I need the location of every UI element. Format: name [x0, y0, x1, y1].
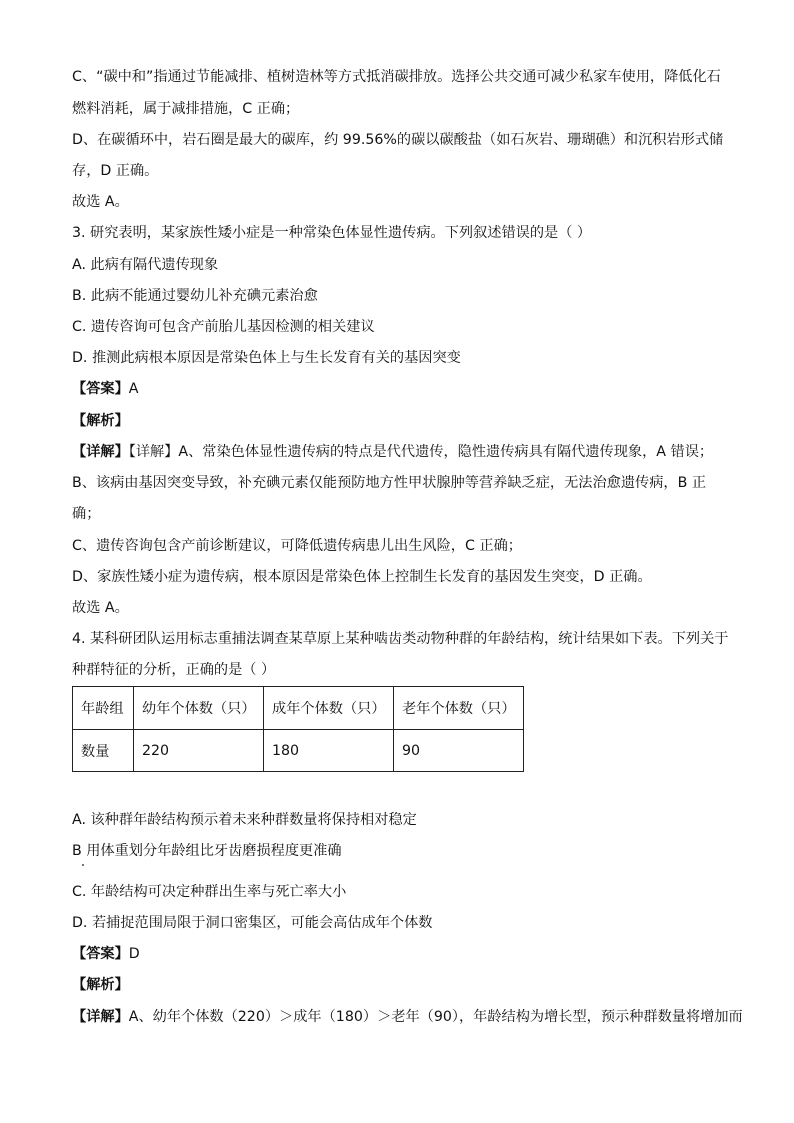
- table-header-row: [73, 687, 524, 730]
- detail-label: 【详解】: [72, 444, 129, 460]
- answer-label: 【答案】: [72, 381, 129, 397]
- option-a: A. 该种群年龄结构预示着未来种群数量将保持相对稳定: [72, 812, 417, 828]
- answer-line: [72, 944, 140, 964]
- option-c: C. 年龄结构可决定种群出生率与死亡率大小: [72, 884, 347, 900]
- option-d: D. 推测此病根本原因是常染色体上与生长发育有关的基因突变: [72, 350, 461, 366]
- table-cell: 180: [264, 730, 394, 772]
- question-3-stem: 3. 研究表明，某家族性矮小症是一种常染色体显性遗传病。下列叙述错误的是（ ）: [72, 225, 592, 241]
- analysis-label: 【解析】: [72, 977, 129, 993]
- text-line: B、该病由基因突变导致，补充碘元素仅能预防地方性甲状腺肿等营养缺乏症，无法治愈遗传病，B 正: [72, 475, 707, 491]
- text-line: D、在碳循环中，岩石圈是最大的碳库，约 99.56%的碳以碳酸盐（如石灰岩、珊瑚礁）和沉积岩形式储: [72, 132, 724, 148]
- table-cell: 数量: [73, 730, 134, 772]
- option-c: C. 遗传咨询可包含产前胎儿基因检测的相关建议: [72, 319, 375, 335]
- text-line: C、“碳中和”指通过节能减排、植树造林等方式抵消碳排放。选择公共交通可减少私家车使用，降低化石: [72, 69, 721, 85]
- detail-line: 【详解】【详解】A、常染色体显性遗传病的特点是代代遗传，隐性遗传病具有隔代遗传现象，A 错误；: [72, 444, 714, 460]
- option-a: A. 此病有隔代遗传现象: [72, 257, 219, 273]
- table-header-cell: 老年个体数（只）: [394, 687, 524, 730]
- text-line: 故选 A。: [72, 194, 129, 210]
- text-line: C、遗传咨询包含产前诊断建议，可降低遗传病患儿出生风险，C 正确；: [72, 538, 522, 554]
- answer-label: 【答案】: [72, 946, 129, 962]
- table-header-cell: 幼年个体数（只）: [134, 687, 264, 730]
- option-b: B 用体重划分年龄组比牙齿磨损程度更准确: [72, 843, 342, 859]
- option-d: D. 若捕捉范围局限于洞口密集区，可能会高估成年个体数: [72, 915, 433, 931]
- answer-line: [72, 379, 138, 399]
- table-cell: 220: [134, 730, 264, 772]
- stray-mark: [82, 864, 84, 866]
- text-line: 确；: [72, 506, 101, 522]
- table-cell: 90: [394, 730, 524, 772]
- question-4-stem: 4. 某科研团队运用标志重捕法调查某草原上某种啮齿类动物种群的年龄结构，统计结果如下表。下列关于: [72, 631, 729, 647]
- option-b: B. 此病不能通过婴幼儿补充碘元素治愈: [72, 288, 318, 304]
- answer-value: A: [128, 381, 139, 397]
- detail-label: 【详解】: [72, 1009, 129, 1025]
- answer-value: D: [128, 946, 140, 962]
- text-line: 故选 A。: [72, 600, 129, 616]
- text-line: 燃料消耗，属于减排措施，C 正确；: [72, 101, 300, 117]
- table-header-cell: 成年个体数（只）: [264, 687, 394, 730]
- age-structure-table: [72, 686, 524, 772]
- text-line: D、家族性矮小症为遗传病，根本原因是常染色体上控制生长发育的基因发生突变，D 正确。: [72, 569, 652, 585]
- question-4-stem-cont: 种群特征的分析，正确的是（ ）: [72, 662, 276, 678]
- table-row: [73, 730, 524, 772]
- analysis-label: 【解析】: [72, 413, 129, 429]
- detail-line: 【详解】A、幼年个体数（220）＞成年（180）＞老年（90），年龄结构为增长型，预示种群数量将增加而: [72, 1009, 743, 1025]
- table-header-cell: 年龄组: [73, 687, 134, 730]
- text-line: 存，D 正确。: [72, 163, 159, 179]
